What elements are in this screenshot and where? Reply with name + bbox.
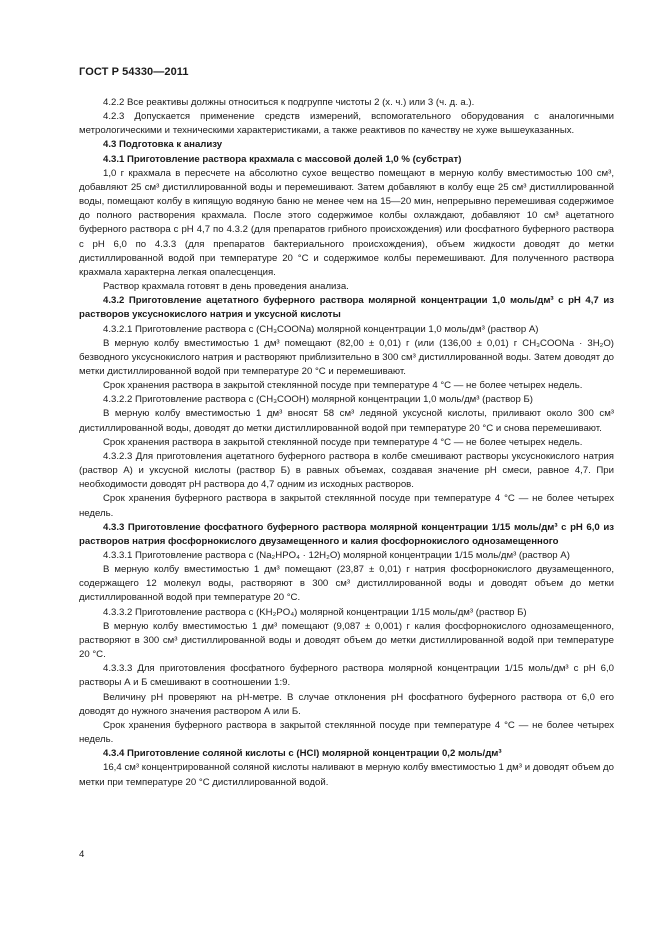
paragraph: 16,4 см³ концентрированной соляной кислоты наливают в мерную колбу вместимостью 1 дм³ и доводят объем до метки при температуре 20 °С дистиллированной водой. (79, 762, 614, 788)
paragraph: В мерную колбу вместимостью 1 дм³ помещают (82,00 ± 0,01) г (или (136,00 ± 0,01) г CH₃COONa · 3H₂O) безводного уксуснокислого натрия и растворяют приблизительно в 300 см³ дистиллированной воды. Затем доводят до метки дистиллированной водой при температуре 20 °С и перемешивают. (79, 337, 614, 377)
section-heading: 4.3 Подготовка к анализу (103, 139, 223, 151)
section-heading: 4.3.1 Приготовление раствора крахмала с массовой долей 1,0 % (субстрат) (103, 153, 462, 165)
paragraph: 4.3.2.1 Приготовление раствора с (CH₃COONa) молярной концентрации 1,0 моль/дм³ (раствор А) (103, 323, 539, 335)
paragraph: Срок хранения раствора в закрытой стеклянной посуде при температуре 4 °С — не более четырех недель. (103, 436, 583, 448)
paragraph: 4.2.3 Допускается применение средств измерений, вспомогательного оборудования с аналогичными метрологическими и техническими характеристиками, а также реактивов по качеству не хуже вышеуказанных. (79, 111, 614, 137)
section-heading: 4.3.4 Приготовление соляной кислоты с (HCl) молярной концентрации 0,2 моль/дм³ (103, 748, 502, 760)
paragraph: Срок хранения буферного раствора в закрытой стеклянной посуде при температуре 4 °С — не более четырех недель. (79, 719, 614, 746)
document-body (79, 96, 614, 790)
paragraph: Срок хранения буферного раствора в закрытой стеклянной посуде при температуре 4 °С — не более четырех недель. (79, 493, 614, 519)
paragraph: 4.3.3.3 Для приготовления фосфатного буферного раствора молярной концентрации 1/15 моль/дм³ с рН 6,0 растворы А и Б смешивают в соотношении 1:9. (79, 663, 614, 689)
paragraph: 4.3.3.1 Приготовление раствора с (Na₂HPO₄ · 12H₂O) молярной концентрации 1/15 моль/дм³ (раствор А) (103, 550, 570, 561)
section-heading: 4.3.3 Приготовление фосфатного буферного раствора молярной концентрации 1/15 моль/дм³ с рН 6,0 из растворов натрия фосфорнокислого двузамещенного и калия фосфорнокислого однозамещенного (79, 521, 614, 547)
section-heading: 4.3.2 Приготовление ацетатного буферного раствора молярной концентрации 1,0 моль/дм³ с рН 4,7 из растворов уксуснокислого натрия и уксусной кислоты (79, 295, 614, 321)
paragraph: 4.2.2 Все реактивы должны относиться к подгруппе чистоты 2 (х. ч.) или 3 (ч. д. а.). (103, 97, 475, 108)
paragraph: 4.3.2.2 Приготовление раствора с (CH₃COOH) молярной концентрации 1,0 моль/дм³ (раствор Б) (103, 394, 534, 406)
document-header: ГОСТ Р 54330—2011 (79, 66, 189, 78)
paragraph: 4.3.3.2 Приготовление раствора с (KH₂PO₄) молярной концентрации 1/15 моль/дм³ (раствор Б) (103, 606, 527, 618)
paragraph: Срок хранения раствора в закрытой стеклянной посуде при температуре 4 °С — не более четырех недель. (103, 380, 583, 392)
paragraph: Величину рН проверяют на рН-метре. В случае отклонения рН фосфатного буферного раствора от 6,0 его доводят до нужного значения раствором А или Б. (79, 691, 614, 717)
paragraph: 4.3.2.3 Для приготовления ацетатного буферного раствора в колбе смешивают растворы уксуснокислого натрия (раствор А) и уксусной кислоты (раствор Б) в равных объемах, создавая значение рН смеси, равное 4,7. При необходимости доводят рН раствора до 4,7 одним из исходных растворов. (79, 450, 614, 491)
paragraph: 1,0 г крахмала в пересчете на абсолютно сухое вещество помещают в мерную колбу вместимостью 100 см³, добавляют 25 см³ дистиллированной воды и перемешивают. Затем добавляют в колбу еще 25 см³ дистиллированной воды, помещают колбу в кипящую водяную баню не менее чем на 15—20 мин, непрерывно перемешивая содержимое до полного растворения крахмала. После этого содержимое колбы охлаждают, добавляют 10 см³ ацетатного буферного раствора с рН 4,7 по 4.3.2 (для препаратов грибного происхождения) или фосфатного буферного раствора с рН 6,0 по 4.3.3 (для препаратов бактериального происхождения), объем жидкости доводят до метки дистиллированной водой при температуре 20 °С и содержимое колбы перемешивают. Для полученного раствора крахмала характерна легкая опалесценция. (79, 167, 614, 278)
paragraph: Раствор крахмала готовят в день проведения анализа. (103, 281, 349, 293)
paragraph: В мерную колбу вместимостью 1 дм³ вносят 58 см³ ледяной уксусной кислоты, приливают около 300 см³ дистиллированной воды, доводят до метки дистиллированной водой при температуре 20 °С и снова перемешивают. (79, 408, 614, 434)
page-number: 4 (79, 849, 85, 860)
paragraph: В мерную колбу вместимостью 1 дм³ помещают (23,87 ± 0,01) г натрия фосфорнокислого двузамещенного, содержащего 12 молекул воды, растворяют в 300 см³ дистиллированной воды и доводят объем до метки дистиллированной водой при температуре 20 °С. (79, 564, 614, 604)
paragraph: В мерную колбу вместимостью 1 дм³ помещают (9,087 ± 0,001) г калия фосфорнокислого однозамещенного, растворяют в 300 см³ дистиллированной воды и доводят объем до метки дистиллированной водой при температуре 20 °С. (79, 620, 614, 661)
